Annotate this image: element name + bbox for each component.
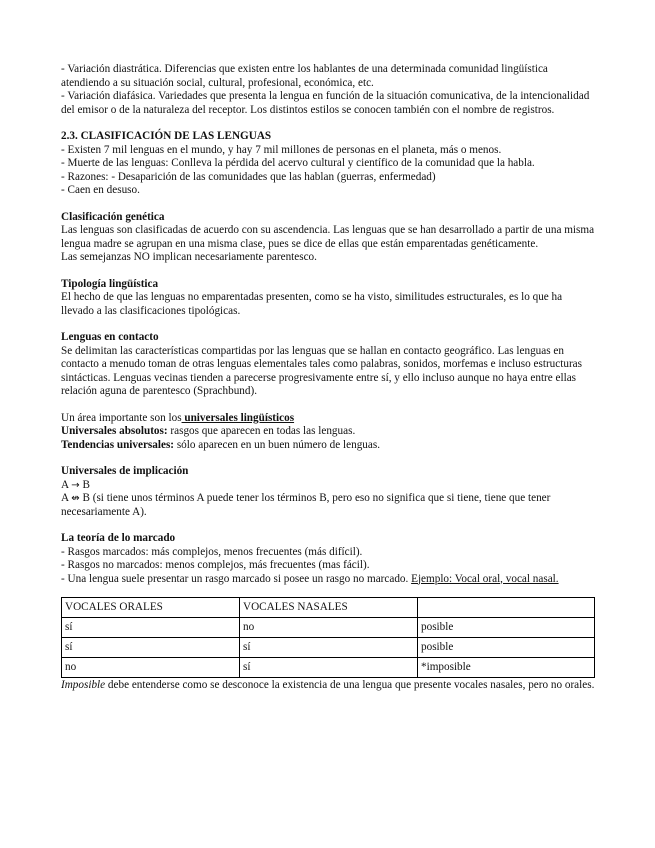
implicacion-formula bbox=[61, 479, 595, 493]
explanation-text: B (si tiene unos términos A puede tener los términos B, pero eso no significa que si tiene, tiene que tener necesariamente A). bbox=[61, 492, 551, 518]
clasificacion-line: - Muerte de las lenguas: Conlleva la pérdida del acervo cultural y científico de la comunidad que la habla. bbox=[61, 157, 535, 169]
table-header-cell: VOCALES ORALES bbox=[62, 598, 240, 618]
table-cell: posible bbox=[418, 638, 595, 658]
table-row bbox=[62, 658, 595, 678]
tipologia-heading: Tipología lingüística bbox=[61, 277, 159, 290]
explanation-a: A bbox=[61, 492, 69, 504]
table-header-cell bbox=[418, 598, 595, 618]
universales-intro-prefix: Un área importante son los bbox=[61, 411, 182, 424]
right-arrow-icon: → bbox=[71, 479, 80, 491]
absolutos-label: Universales absolutos: bbox=[61, 425, 168, 437]
table-cell: sí bbox=[62, 618, 240, 638]
marcado-example: Ejemplo: Vocal oral, vocal nasal. bbox=[411, 572, 559, 585]
marcado-heading: La teoría de lo marcado bbox=[61, 532, 176, 544]
not-left-right-arrow-icon: ↮ bbox=[71, 493, 80, 504]
absolutos-text: rasgos que aparecen en todas las lenguas. bbox=[167, 425, 356, 437]
universales-absolutos bbox=[61, 425, 595, 439]
formula-b: B bbox=[82, 478, 90, 491]
table-header-cell: VOCALES NASALES bbox=[240, 598, 418, 618]
genetica-note: Las semejanzas NO implican necesariamente parentesco. bbox=[61, 251, 317, 263]
clasificacion-heading: 2.3. CLASIFICACIÓN DE LAS LENGUAS bbox=[61, 130, 272, 142]
table-cell: *imposible bbox=[418, 658, 595, 678]
variacion-diafasica: - Variación diafásica. Variedades que presenta la lengua en función de la situación comunicativa, de la intencionalidad del emisor o de la naturaleza del receptor. Los distintos estilos se conocen también con el nombre de registros. bbox=[61, 90, 590, 116]
vocales-table bbox=[61, 597, 595, 678]
table-row bbox=[62, 638, 595, 658]
marcado-line: - Rasgos no marcados: menos complejos, más frecuentes (mas fácil). bbox=[61, 559, 370, 571]
contacto-paragraph: Se delimitan las características compartidas por las lenguas que se hallan en contacto geográfico. Las lenguas en contacto a menudo toman de otras lenguas elementales tales como palabras, sonidos, morfemas e incluso estructuras sintácticas. Lenguas vecinas tienden a parecerse progresivamente entre sí, y ello incluso aunque no haya entre ellas relación aguna de parentesco (Sprachbund). bbox=[61, 344, 582, 397]
tipologia-paragraph: El hecho de que las lenguas no emparentadas presenten, como se ha visto, similitudes estructurales, es lo que ha llevado a las clasificaciones tipológicas. bbox=[61, 291, 563, 317]
clasificacion-line: - Caen en desuso. bbox=[61, 184, 140, 196]
document-content bbox=[61, 63, 595, 693]
formula-a: A bbox=[61, 478, 69, 491]
table-cell: sí bbox=[240, 638, 418, 658]
imposible-note bbox=[61, 679, 595, 693]
note-text: debe entenderse como se desconoce la existencia de una lengua que presente vocales nasales, pero no orales. bbox=[105, 679, 595, 691]
universales-intro bbox=[61, 412, 595, 426]
table-cell: sí bbox=[62, 638, 240, 658]
table-cell: no bbox=[62, 658, 240, 678]
table-cell: posible bbox=[418, 618, 595, 638]
implicacion-heading: Universales de implicación bbox=[61, 465, 189, 477]
genetica-heading: Clasificación genética bbox=[61, 210, 165, 223]
marcado-line: - Rasgos marcados: más complejos, menos frecuentes (más difícil). bbox=[61, 545, 363, 558]
genetica-paragraph: Las lenguas son clasificadas de acuerdo con su ascendencia. Las lenguas que se han desarrollado a partir de una misma lengua madre se agrupan en una misma clase, pues se dice de ellas que están emparentadas genéticamente. bbox=[61, 224, 595, 250]
tendencias-text: sólo aparecen en un buen número de lenguas. bbox=[174, 438, 380, 451]
table-row bbox=[62, 618, 595, 638]
contacto-heading: Lenguas en contacto bbox=[61, 331, 159, 343]
table-cell: sí bbox=[240, 658, 418, 678]
implicacion-explanation bbox=[61, 492, 595, 519]
universales-link: universales lingüísticos bbox=[181, 411, 295, 424]
tendencias-label: Tendencias universales: bbox=[61, 438, 175, 451]
clasificacion-line: - Existen 7 mil lenguas en el mundo, y hay 7 mil millones de personas en el planeta, más o menos. bbox=[61, 143, 502, 156]
table-cell: no bbox=[240, 618, 418, 638]
clasificacion-line: - Razones: - Desaparición de las comunidades que las hablan (guerras, enfermedad) bbox=[61, 170, 436, 183]
marcado-line3-prefix: - Una lengua suele presentar un rasgo marcado si posee un rasgo no marcado. bbox=[61, 572, 412, 585]
marcado-line bbox=[61, 573, 595, 587]
variacion-diastratica: - Variación diastrática. Diferencias que existen entre los hablantes de una determinada comunidad lingüística atendiendo a su situación social, cultural, profesional, económica, etc. bbox=[61, 63, 548, 89]
table-header-row bbox=[62, 598, 595, 618]
tendencias-universales bbox=[61, 439, 595, 453]
note-italic: Imposible bbox=[61, 679, 106, 691]
